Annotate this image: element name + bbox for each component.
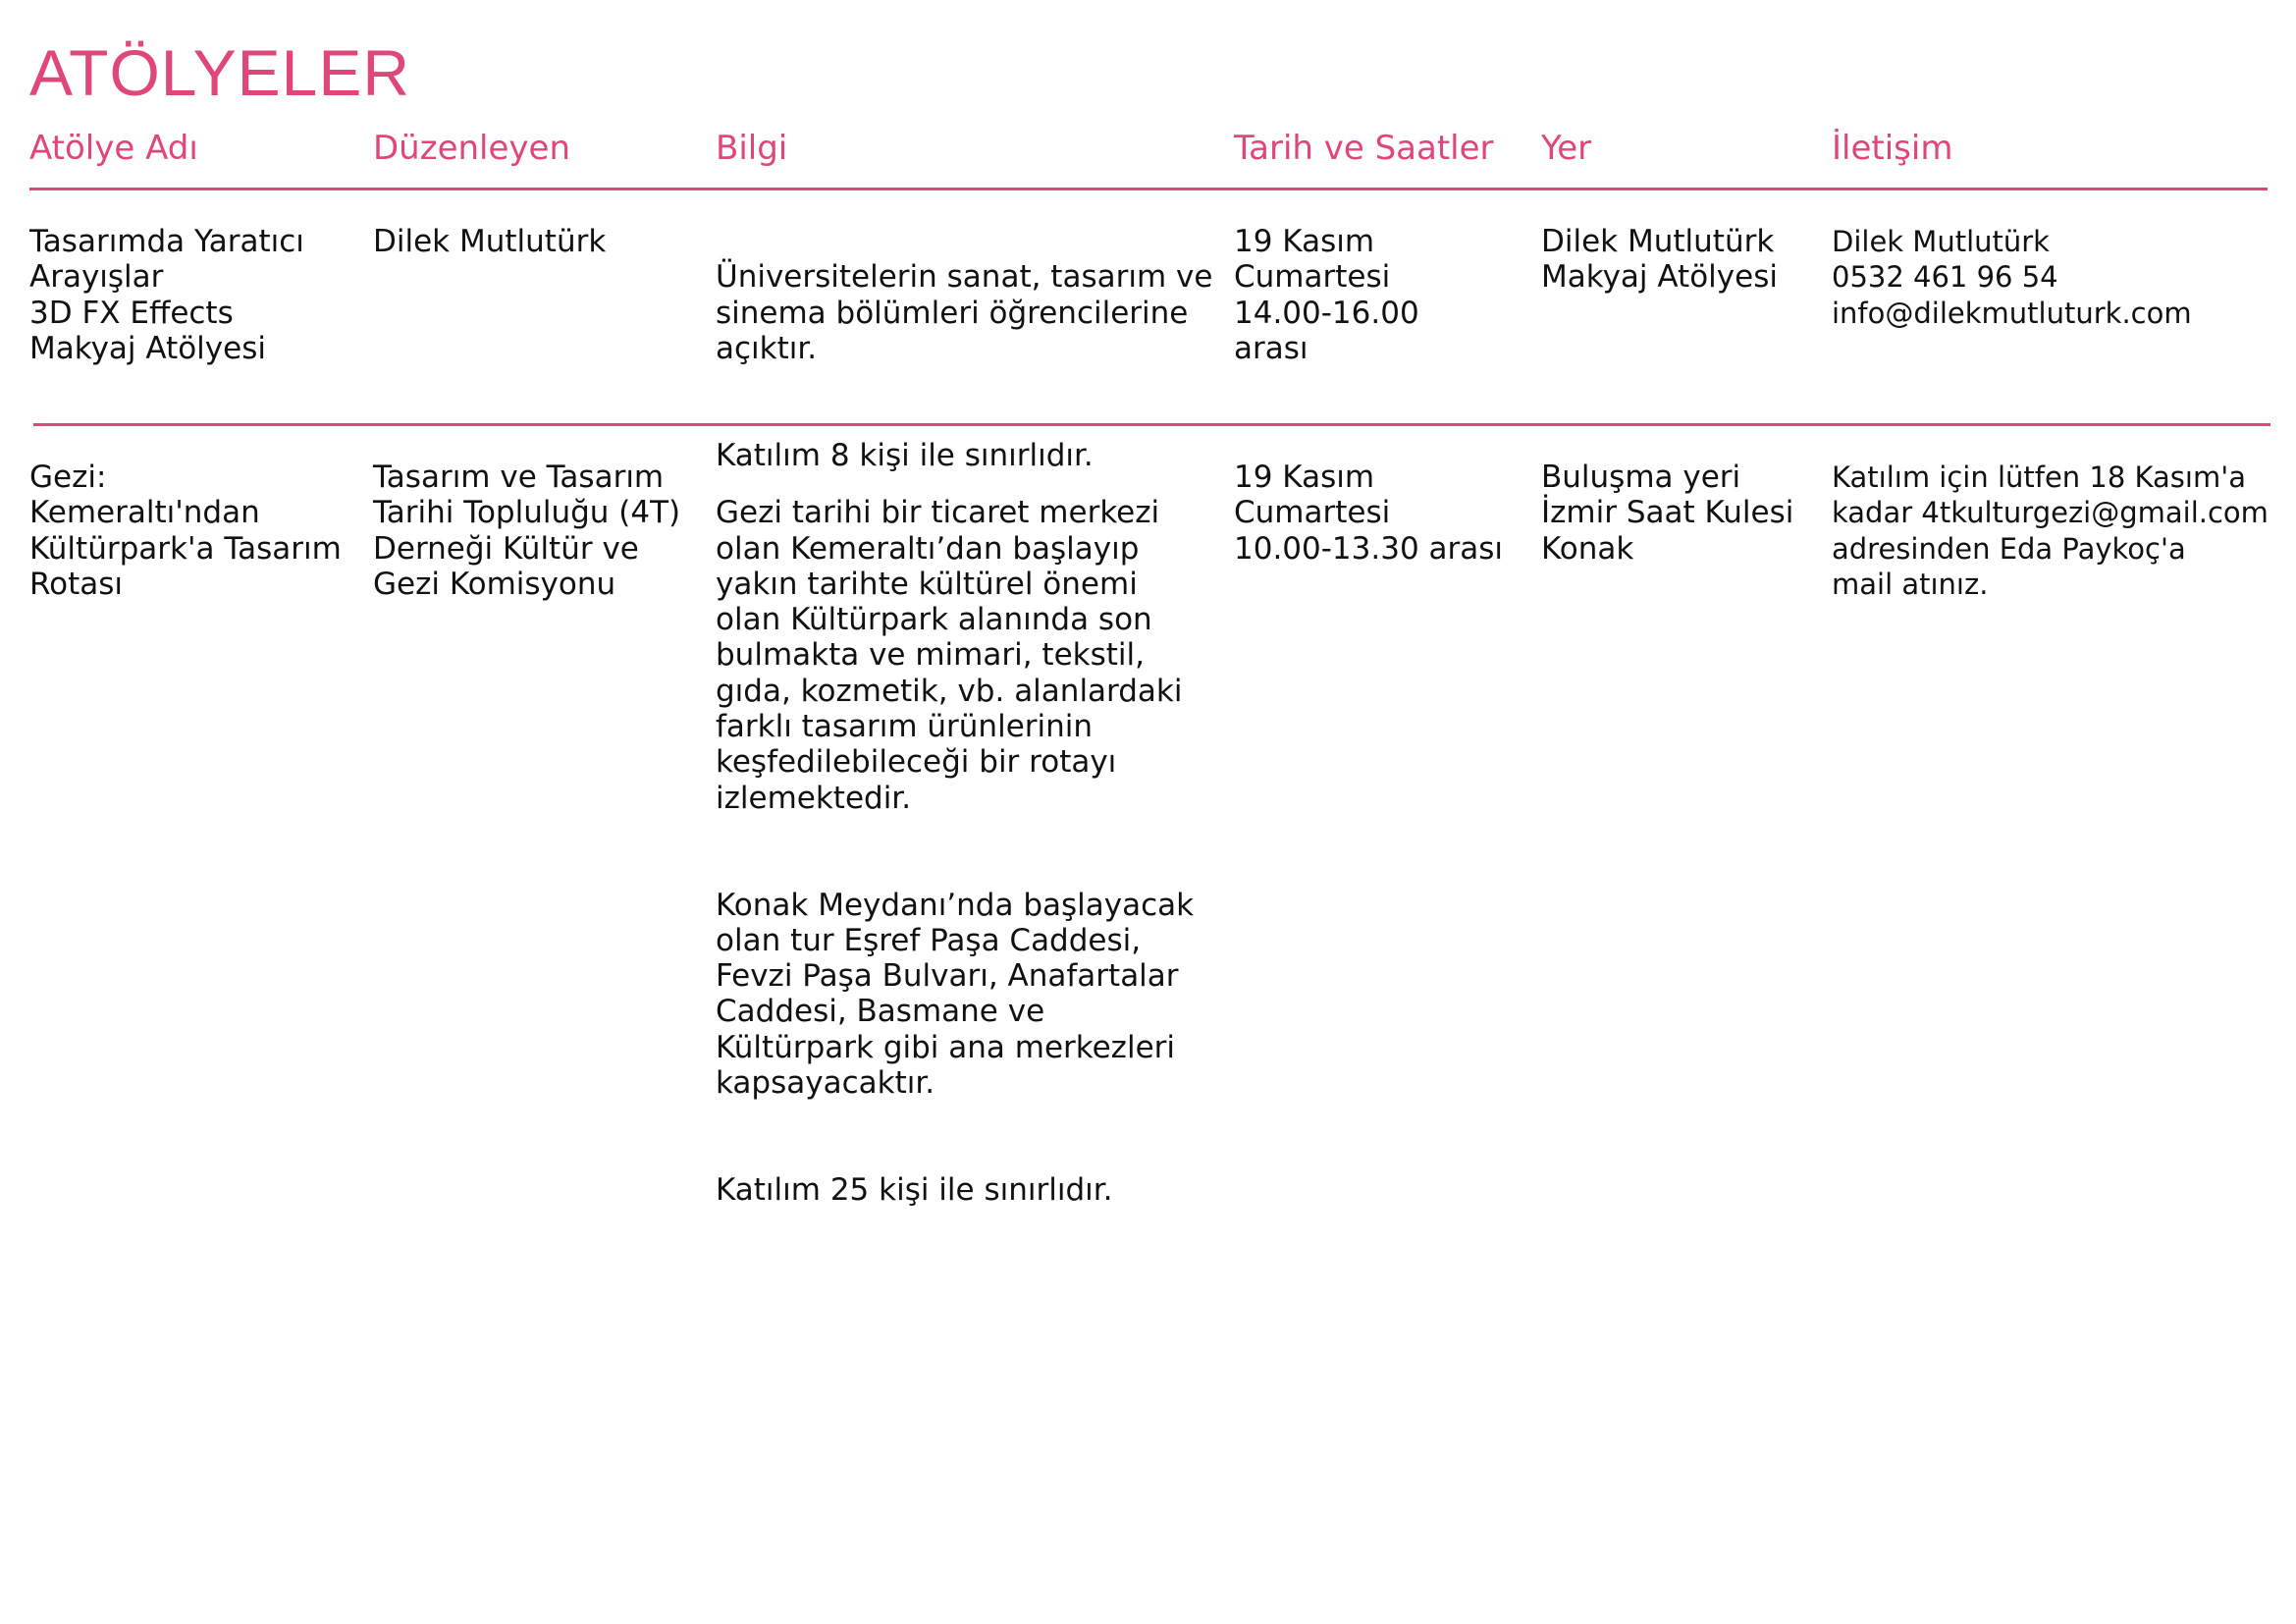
- header-place: Yer: [1541, 129, 1592, 168]
- header-datetime: Tarih ve Saatler: [1234, 129, 1494, 168]
- organizer: Tasarım ve Tasarım Tarihi Topluluğu (4T) Derneği Kültür ve Gezi Komisyonu: [373, 460, 681, 602]
- info-paragraph: Üniversitelerin sanat, tasarım ve sinema bölümleri öğrencilerine açıktır.: [716, 259, 1213, 366]
- workshop-place: Dilek Mutlutürk Makyaj Atölyesi: [1541, 224, 1778, 296]
- info-paragraph: Konak Meydanı’nda başlayacak olan tur Eşref Paşa Caddesi, Fevzi Paşa Bulvarı, Anafartalar Caddesi, Basmane ve Kültürpark gibi ana merkezleri kapsayacaktır.: [716, 887, 1195, 1102]
- header-info: Bilgi: [716, 129, 788, 168]
- workshop-place: Buluşma yeri İzmir Saat Kulesi Konak: [1541, 460, 1794, 567]
- organizer: Dilek Mutlutürk: [373, 224, 607, 259]
- header-organizer: Düzenleyen: [373, 129, 570, 168]
- workshop-datetime: 19 Kasım Cumartesi 10.00-13.30 arası: [1234, 460, 1504, 567]
- page-title: ATÖLYELER: [29, 36, 411, 109]
- info-paragraph: Katılım 25 kişi ile sınırlıdır.: [716, 1171, 1113, 1208]
- workshop-contact: Dilek Mutlutürk 0532 461 96 54 info@dilekmutluturk.com: [1832, 225, 2192, 330]
- workshop-name: Tasarımda Yaratıcı Arayışlar 3D FX Effects Makyaj Atölyesi: [29, 224, 304, 366]
- table-header-row: [0, 124, 2296, 173]
- info-paragraph: Gezi tarihi bir ticaret merkezi olan Kemeraltı’dan başlayıp yakın tarihte kültürel önemi olan Kültürpark alanında son bulmakta ve mimari, tekstil, gıda, kozmetik, vb. alanlardaki farklı tasarım ürünlerinin keşfedilebileceği bir rotayı izlemektedir.: [716, 495, 1183, 816]
- workshop-contact: Katılım için lütfen 18 Kasım'a kadar 4tkulturgezi@gmail.com adresinden Eda Paykoç'a mail atınız.: [1832, 460, 2269, 601]
- info-paragraph: Katılım 8 kişi ile sınırlıdır.: [716, 437, 1094, 473]
- workshop-datetime: 19 Kasım Cumartesi 14.00-16.00 arası: [1234, 224, 1419, 366]
- header-divider: [29, 188, 2268, 190]
- workshop-name: Gezi: Kemeraltı'ndan Kültürpark'a Tasarım Rotası: [29, 460, 342, 602]
- row-divider: [33, 423, 2270, 426]
- workshop-info: [716, 460, 1226, 1244]
- header-contact: İletişim: [1832, 129, 1953, 168]
- header-workshop-name: Atölye Adı: [29, 129, 198, 168]
